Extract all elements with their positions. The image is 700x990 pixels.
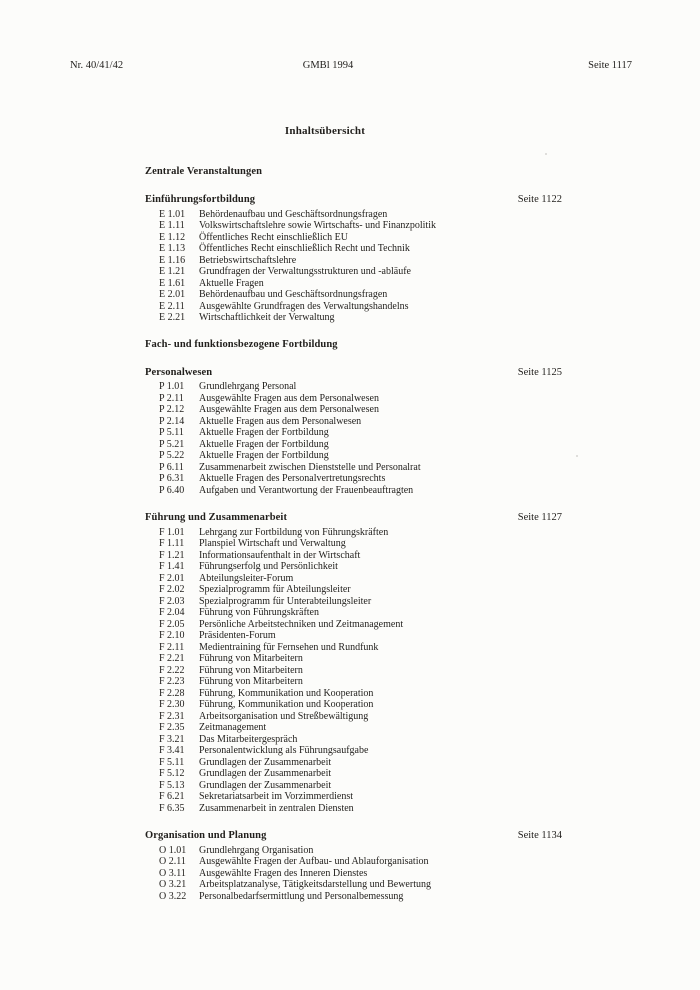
- toc-section-items: [145, 845, 562, 903]
- toc-item-label: Öffentliches Recht einschließlich EU: [199, 231, 348, 243]
- toc-section: [145, 512, 562, 814]
- toc-section-title: Führung und Zusammenarbeit: [145, 512, 288, 523]
- toc-group-sections: [145, 194, 562, 324]
- toc-item-code: F 2.23: [159, 676, 185, 687]
- toc-item: [145, 404, 562, 416]
- toc-item-label: Ausgewählte Grundfragen des Verwaltungshandelns: [199, 300, 409, 312]
- toc-item-label: Aktuelle Fragen des Personalvertretungsrechts: [199, 473, 386, 484]
- toc-section-items: [145, 527, 562, 815]
- toc-item-label: Spezialprogramm für Unterabteilungsleiter: [199, 595, 372, 607]
- page-title: Inhaltsübersicht: [284, 125, 366, 137]
- toc-item-code: F 2.35: [159, 722, 185, 733]
- toc-item-code: E 1.01: [159, 208, 186, 220]
- scan-speck: [545, 153, 547, 155]
- toc-item: [145, 266, 562, 278]
- toc-item-label: Ausgewählte Fragen der Aufbau- und Ablauforganisation: [199, 856, 429, 867]
- toc-item: [145, 450, 562, 462]
- header-issue-number: Nr. 40/41/42: [70, 60, 124, 71]
- toc-item: [145, 439, 562, 451]
- toc-item: [145, 768, 562, 780]
- toc-item-label: Ausgewählte Fragen des Inneren Dienstes: [199, 867, 368, 879]
- toc-item-label: Aktuelle Fragen: [199, 277, 264, 289]
- toc-item: [145, 757, 562, 769]
- toc-item-label: Zusammenarbeit in zentralen Diensten: [199, 802, 354, 814]
- toc-item-code: O 1.01: [159, 844, 187, 856]
- toc-item-code: O 3.22: [159, 890, 187, 902]
- toc-item-code: O 3.21: [159, 879, 187, 890]
- toc-item: [145, 780, 562, 792]
- toc-item-label: Führung, Kommunikation und Kooperation: [199, 699, 374, 710]
- toc-item-code: F 1.11: [159, 538, 185, 549]
- toc-item: [145, 381, 562, 393]
- toc-item-label: Führung von Führungskräften: [199, 607, 319, 618]
- toc-item-label: Grundfragen der Verwaltungsstrukturen und -abläufe: [199, 266, 411, 277]
- toc-item: [145, 416, 562, 428]
- toc-item: [145, 209, 562, 221]
- toc-section-header: [145, 830, 562, 842]
- toc-section-header: [145, 512, 562, 524]
- toc-item: [145, 538, 562, 550]
- toc-item-label: Lehrgang zur Fortbildung von Führungskräften: [199, 526, 389, 538]
- toc-item: [145, 220, 562, 232]
- toc-item-code: F 1.41: [159, 561, 185, 572]
- toc-item-code: F 2.22: [159, 664, 185, 676]
- toc-group-heading: Zentrale Veranstaltungen: [145, 166, 263, 177]
- toc-item-code: F 5.13: [159, 779, 185, 791]
- toc-item-code: O 2.11: [159, 856, 186, 867]
- toc-item: [145, 745, 562, 757]
- toc-item: [145, 584, 562, 596]
- toc-item: [145, 596, 562, 608]
- toc-item-label: Planspiel Wirtschaft und Verwaltung: [199, 538, 346, 549]
- toc-item-label: Führung von Mitarbeitern: [199, 664, 303, 676]
- toc-item-code: F 2.21: [159, 653, 185, 664]
- toc-item: [145, 607, 562, 619]
- toc-item: [145, 232, 562, 244]
- toc-item-label: Das Mitarbeitergespräch: [199, 733, 298, 745]
- toc-item: [145, 619, 562, 631]
- toc-section-items: [145, 209, 562, 324]
- toc-group-heading: Fach- und funktionsbezogene Fortbildung: [145, 338, 338, 350]
- toc-item-label: Informationsaufenthalt in der Wirtschaft: [199, 549, 361, 561]
- toc-item-code: P 6.11: [159, 461, 184, 473]
- toc-section: [145, 830, 562, 902]
- toc-item: [145, 630, 562, 642]
- toc-item: [145, 856, 562, 868]
- header-journal-name: GMBl 1994: [302, 60, 354, 71]
- toc-item-code: P 6.40: [159, 484, 185, 496]
- toc-item-code: F 2.28: [159, 687, 185, 699]
- toc-group-sections: [145, 367, 562, 903]
- toc-item-code: F 5.11: [159, 756, 185, 768]
- toc-item-code: F 6.35: [159, 802, 185, 814]
- toc-item-code: P 1.01: [159, 381, 185, 392]
- toc-item-code: E 1.21: [159, 266, 186, 277]
- toc-item: [145, 665, 562, 677]
- toc-item-code: F 2.02: [159, 584, 185, 595]
- toc-item: [145, 393, 562, 405]
- toc-item: [145, 803, 562, 815]
- toc-item-label: Öffentliches Recht einschließlich Recht und Technik: [199, 243, 410, 254]
- toc-item-label: Führung, Kommunikation und Kooperation: [199, 687, 374, 699]
- scan-speck: [576, 455, 578, 457]
- toc-item-code: E 2.11: [159, 300, 185, 312]
- toc-item-label: Zusammenarbeit zwischen Dienststelle und Personalrat: [199, 461, 421, 473]
- toc-item-code: E 2.21: [159, 312, 186, 323]
- toc-section-title: Personalwesen: [145, 366, 213, 378]
- toc-item: [145, 561, 562, 573]
- toc-item: [145, 653, 562, 665]
- toc-section-page-ref: Seite 1134: [517, 830, 562, 841]
- toc-item-code: E 2.01: [159, 289, 186, 300]
- toc-item-label: Aktuelle Fragen der Fortbildung: [199, 450, 329, 461]
- table-of-contents: [145, 166, 562, 902]
- toc-item-label: Aktuelle Fragen der Fortbildung: [199, 438, 329, 450]
- toc-item-label: Zeitmanagement: [199, 722, 267, 733]
- toc-item-code: P 2.14: [159, 415, 185, 427]
- toc-item-label: Ausgewählte Fragen aus dem Personalwesen: [199, 404, 379, 415]
- toc-item-code: F 2.30: [159, 699, 185, 710]
- toc-item-code: P 6.31: [159, 473, 185, 484]
- toc-item-code: P 2.11: [159, 392, 184, 404]
- toc-item-label: Persönliche Arbeitstechniken und Zeitmanagement: [199, 618, 404, 630]
- toc-item: [145, 845, 562, 857]
- toc-item-code: E 1.16: [159, 254, 186, 266]
- toc-item-label: Sekretariatsarbeit im Vorzimmerdienst: [199, 791, 354, 802]
- toc-section-page-ref: Seite 1125: [517, 366, 562, 378]
- toc-item-label: Betriebswirtschaftslehre: [199, 254, 297, 266]
- toc-item: [145, 255, 562, 267]
- toc-item-label: Spezialprogramm für Abteilungsleiter: [199, 584, 351, 595]
- toc-item-label: Behördenaufbau und Geschäftsordnungsfragen: [199, 208, 388, 220]
- header-page-number: Seite 1117: [588, 60, 632, 71]
- toc-item-label: Volkswirtschaftslehre sowie Wirtschafts- und Finanzpolitik: [199, 220, 436, 231]
- toc-section-title: Einführungsfortbildung: [145, 194, 256, 205]
- toc-item-code: P 2.12: [159, 404, 185, 415]
- toc-item-code: F 1.21: [159, 549, 185, 561]
- toc-item-label: Führung von Mitarbeitern: [199, 676, 303, 687]
- toc-item: [145, 473, 562, 485]
- toc-item: [145, 289, 562, 301]
- toc-item: [145, 711, 562, 723]
- toc-item-code: F 3.21: [159, 733, 185, 745]
- toc-item-label: Präsidenten-Forum: [199, 630, 276, 641]
- toc-item: [145, 676, 562, 688]
- toc-item-code: F 2.04: [159, 607, 185, 618]
- toc-section-title: Organisation und Planung: [145, 830, 267, 841]
- toc-item: [145, 485, 562, 497]
- toc-item-label: Führungserfolg und Persönlichkeit: [199, 561, 338, 572]
- toc-item-label: Personalbedarfsermittlung und Personalbemessung: [199, 890, 404, 902]
- toc-item-code: F 2.05: [159, 618, 185, 630]
- toc-section-header: [145, 367, 562, 379]
- toc-section-page-ref: Seite 1127: [517, 512, 562, 523]
- toc-item-label: Grundlagen der Zusammenarbeit: [199, 768, 332, 779]
- toc-item: [145, 879, 562, 891]
- toc-item-code: O 3.11: [159, 867, 186, 879]
- toc-item: [145, 278, 562, 290]
- toc-item-code: P 5.11: [159, 427, 184, 438]
- toc-item-label: Aktuelle Fragen der Fortbildung: [199, 427, 329, 438]
- toc-item: [145, 312, 562, 324]
- toc-item: [145, 722, 562, 734]
- toc-item-code: F 2.01: [159, 572, 185, 584]
- toc-section: [145, 367, 562, 497]
- toc-section-items: [145, 381, 562, 496]
- toc-item-code: F 2.11: [159, 641, 185, 653]
- toc-item-code: P 5.21: [159, 438, 185, 450]
- toc-item: [145, 243, 562, 255]
- toc-item: [145, 462, 562, 474]
- toc-item-code: P 5.22: [159, 450, 185, 461]
- toc-section-header: [145, 194, 562, 206]
- toc-item: [145, 550, 562, 562]
- toc-item: [145, 301, 562, 313]
- toc-item-code: F 2.31: [159, 710, 185, 722]
- toc-item-label: Aufgaben und Verantwortung der Frauenbeauftragten: [199, 484, 414, 496]
- toc-item-label: Wirtschaftlichkeit der Verwaltung: [199, 312, 335, 323]
- toc-item: [145, 427, 562, 439]
- toc-item-code: F 1.01: [159, 526, 185, 538]
- toc-item-label: Grundlehrgang Organisation: [199, 844, 314, 856]
- toc-item-label: Personalentwicklung als Führungsaufgabe: [199, 745, 369, 756]
- toc-group: [145, 339, 562, 903]
- toc-group: [145, 166, 562, 324]
- toc-item: [145, 699, 562, 711]
- toc-item-code: F 3.41: [159, 745, 185, 756]
- toc-item-code: E 1.11: [159, 220, 185, 231]
- toc-item: [145, 642, 562, 654]
- toc-section-page-ref: Seite 1122: [517, 194, 562, 205]
- toc-item-code: F 2.03: [159, 595, 185, 607]
- toc-item-code: F 2.10: [159, 630, 185, 641]
- toc-item: [145, 734, 562, 746]
- toc-item: [145, 791, 562, 803]
- toc-item-label: Behördenaufbau und Geschäftsordnungsfragen: [199, 289, 388, 300]
- toc-item: [145, 868, 562, 880]
- running-header: [0, 59, 700, 73]
- toc-item: [145, 688, 562, 700]
- toc-item-label: Grundlagen der Zusammenarbeit: [199, 756, 332, 768]
- toc-item-label: Grundlagen der Zusammenarbeit: [199, 779, 332, 791]
- toc-item-code: F 5.12: [159, 768, 185, 779]
- toc-item-label: Führung von Mitarbeitern: [199, 653, 303, 664]
- toc-item-label: Medientraining für Fernsehen und Rundfunk: [199, 641, 379, 653]
- toc-item: [145, 573, 562, 585]
- toc-item-code: E 1.61: [159, 277, 186, 289]
- toc-item-code: F 6.21: [159, 791, 185, 802]
- toc-item-code: E 1.13: [159, 243, 186, 254]
- toc-item: [145, 891, 562, 903]
- toc-item-label: Arbeitsorganisation und Streßbewältigung: [199, 710, 369, 722]
- toc-item-label: Ausgewählte Fragen aus dem Personalwesen: [199, 392, 379, 404]
- toc-item: [145, 527, 562, 539]
- toc-section: [145, 194, 562, 324]
- toc-item-label: Arbeitsplatzanalyse, Tätigkeitsdarstellung und Bewertung: [199, 879, 431, 890]
- toc-item-label: Abteilungsleiter-Forum: [199, 572, 294, 584]
- toc-item-label: Grundlehrgang Personal: [199, 381, 297, 392]
- toc-item-code: E 1.12: [159, 231, 186, 243]
- toc-item-label: Aktuelle Fragen aus dem Personalwesen: [199, 415, 362, 427]
